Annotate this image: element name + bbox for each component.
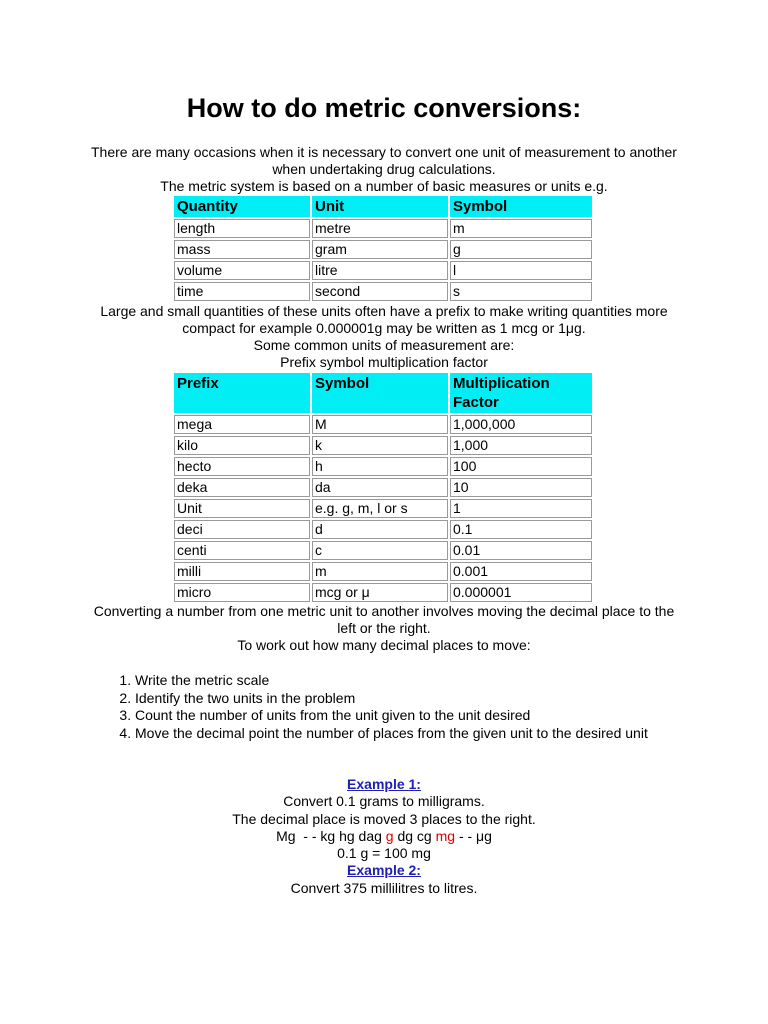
table-cell: e.g. g, m, l or s xyxy=(312,499,448,518)
table-cell: 10 xyxy=(450,478,592,497)
conversion-intro-line-2: To work out how many decimal places to move: xyxy=(237,637,531,653)
table-cell: 1,000 xyxy=(450,436,592,455)
table-cell: mass xyxy=(174,240,310,259)
example-1-line-1: Convert 0.1 grams to milligrams. xyxy=(283,793,485,810)
units-table-header-row xyxy=(174,196,592,217)
units-header-symbol: Symbol xyxy=(450,196,592,217)
metric-scale-start: Mg - - kg hg dag xyxy=(276,827,386,844)
table-cell: mcg or μ xyxy=(312,583,448,602)
table-cell: d xyxy=(312,520,448,539)
table-row xyxy=(174,457,592,476)
conversion-intro-line-1: Converting a number from one metric unit to another involves moving the decimal place to the left or the right. xyxy=(93,603,675,636)
table-cell: length xyxy=(174,219,310,238)
intro-text xyxy=(88,144,680,195)
units-header-quantity: Quantity xyxy=(174,196,310,217)
table-cell: kilo xyxy=(174,436,310,455)
table-row xyxy=(174,499,592,518)
table-row xyxy=(174,562,592,581)
table-cell: 100 xyxy=(450,457,592,476)
table-cell: hecto xyxy=(174,457,310,476)
table-cell: g xyxy=(450,240,592,259)
example-1-link[interactable]: Example 1: xyxy=(347,776,421,792)
prefix-table-header-row xyxy=(174,373,592,413)
conversion-intro-text xyxy=(88,603,680,654)
prefix-intro-line-1: Large and small quantities of these units often have a prefix to make writing quantities more compact for example 0.000001g may be written as 1 mcg or 1μg. xyxy=(100,303,668,336)
table-row xyxy=(174,282,592,301)
example-2-line-1: Convert 375 millilitres to litres. xyxy=(290,879,478,896)
table-cell: 0.000001 xyxy=(450,583,592,602)
units-table xyxy=(172,194,594,303)
prefix-header-multiplication-factor: Multiplication Factor xyxy=(450,373,592,413)
table-row xyxy=(174,219,592,238)
table-row xyxy=(174,261,592,280)
table-cell: da xyxy=(312,478,448,497)
table-cell: m xyxy=(312,562,448,581)
prefix-header-symbol: Symbol xyxy=(312,373,448,413)
table-cell: gram xyxy=(312,240,448,259)
table-cell: h xyxy=(312,457,448,476)
table-cell: milli xyxy=(174,562,310,581)
list-item: 1. Write the metric scale xyxy=(135,672,705,690)
list-item: 4. Move the decimal point the number of places from the given unit to the desired unit xyxy=(135,725,705,743)
steps-list xyxy=(102,672,705,742)
prefix-intro-text xyxy=(88,303,680,371)
table-row xyxy=(174,541,592,560)
metric-scale-mg-highlight: mg xyxy=(435,827,456,844)
table-row xyxy=(174,415,592,434)
table-cell: mega xyxy=(174,415,310,434)
prefix-intro-line-2: Some common units of measurement are: xyxy=(253,337,515,353)
table-cell: c xyxy=(312,541,448,560)
table-row xyxy=(174,520,592,539)
table-cell: volume xyxy=(174,261,310,280)
intro-line-2: The metric system is based on a number of basic measures or units e.g. xyxy=(160,178,608,194)
table-row xyxy=(174,436,592,455)
table-cell: metre xyxy=(312,219,448,238)
table-cell: litre xyxy=(312,261,448,280)
table-cell: k xyxy=(312,436,448,455)
list-item: 3. Count the number of units from the unit given to the unit desired xyxy=(135,707,705,725)
table-cell: deka xyxy=(174,478,310,497)
table-cell: time xyxy=(174,282,310,301)
example-2-link[interactable]: Example 2: xyxy=(347,862,421,879)
example-1-line-2: The decimal place is moved 3 places to the right. xyxy=(232,810,536,827)
table-row xyxy=(174,240,592,259)
metric-scale-g-highlight: g xyxy=(385,827,394,844)
table-cell: micro xyxy=(174,583,310,602)
table-row xyxy=(174,583,592,602)
table-cell: deci xyxy=(174,520,310,539)
list-item: 2. Identify the two units in the problem xyxy=(135,690,705,708)
table-cell: 0.001 xyxy=(450,562,592,581)
metric-scale xyxy=(276,828,492,844)
table-cell: centi xyxy=(174,541,310,560)
prefix-header-prefix: Prefix xyxy=(174,373,310,413)
page-title: How to do metric conversions: xyxy=(186,93,582,123)
table-cell: 0.01 xyxy=(450,541,592,560)
table-cell: m xyxy=(450,219,592,238)
table-cell: 1 xyxy=(450,499,592,518)
table-cell: Unit xyxy=(174,499,310,518)
prefix-intro-line-3: Prefix symbol multiplication factor xyxy=(280,354,488,370)
table-cell: M xyxy=(312,415,448,434)
table-cell: second xyxy=(312,282,448,301)
example-1-section xyxy=(0,776,768,897)
metric-scale-end: - - μg xyxy=(455,827,492,844)
intro-line-1: There are many occasions when it is necessary to convert one unit of measurement to another when undertaking drug calculations. xyxy=(91,144,677,177)
metric-scale-middle: dg cg xyxy=(393,827,436,844)
table-row xyxy=(174,478,592,497)
example-1-result: 0.1 g = 100 mg xyxy=(337,845,431,862)
table-cell: s xyxy=(450,282,592,301)
units-header-unit: Unit xyxy=(312,196,448,217)
table-cell: l xyxy=(450,261,592,280)
prefix-table xyxy=(172,371,594,604)
table-cell: 1,000,000 xyxy=(450,415,592,434)
table-cell: 0.1 xyxy=(450,520,592,539)
